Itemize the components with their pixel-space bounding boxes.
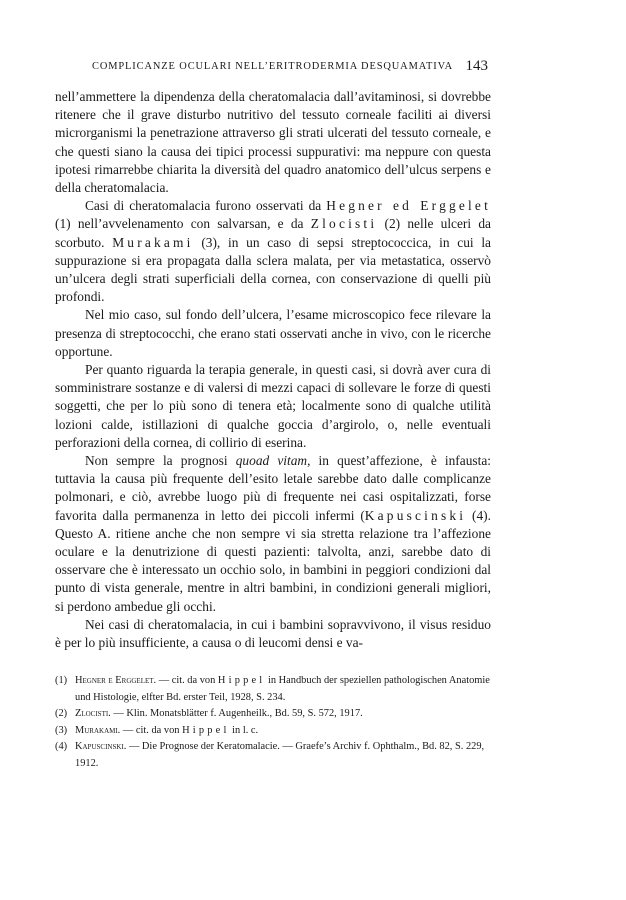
body-text bbox=[55, 88, 491, 652]
text-run: , in quest’affezione, è infausta: tuttavia la causa più frequente dell’esito letale sarebbe dato dalle complicanze polmonari, e ciò, avrebbe luogo più di frequente nei casi ospitalizzati, forse favorita dalla permanenza in letto dei piccoli infermi ( bbox=[55, 453, 491, 523]
author-name: Zlocisti bbox=[310, 216, 378, 232]
latin-phrase: quoad vitam bbox=[235, 453, 308, 469]
footnote-number: (3) bbox=[55, 724, 68, 736]
footnote-3 bbox=[55, 723, 495, 740]
paragraph-5 bbox=[55, 452, 491, 616]
footnote-number: (4) bbox=[55, 741, 68, 753]
text-run: — cit. da von bbox=[156, 675, 218, 686]
running-title: COMPLICANZE OCULARI NELL’ERITRODERMIA DESQUAMATIVA bbox=[92, 61, 454, 72]
footnote-number: (1) bbox=[55, 675, 68, 686]
footnotes bbox=[55, 673, 495, 773]
author-name: Hippel bbox=[217, 675, 266, 686]
text-run: Casi di cheratomalacia furono osservati da bbox=[85, 198, 327, 214]
text-run: in l. c. bbox=[229, 724, 259, 736]
text-run: (3), in un caso di sepsi streptococcica, in cui la suppurazione si era propagata dalla sclera malata, per via metastatica, osservò un’ulcera degli strati superficiali della cornea, con conservazione di quelli più profondi. bbox=[55, 234, 491, 305]
paragraph-2 bbox=[55, 197, 491, 306]
footnote-number: (2) bbox=[55, 708, 68, 720]
footnote-author: Kapuscinski. bbox=[75, 741, 127, 753]
author-name: Hippel bbox=[182, 724, 230, 736]
footnote-4 bbox=[55, 739, 495, 772]
author-name: Kapuscinski bbox=[364, 507, 467, 523]
paragraph-1: nell’ammettere la dipendenza della cheratomalacia dall’avitaminosi, si dovrebbe ritenere che il grave disturbo nutritivo del tessuto corneale faciliti ai diversi microrganismi la penetrazione attraverso gli strati ulcerati del tessuto corneale, e che questi siano la causa dei tipici processi suppurativi: ma neppure con questa ipotesi rimarrebbe chiarita la diversità del quadro anatomico dell’ulcus serpens e della cheratomalacia. bbox=[55, 89, 491, 196]
page-header bbox=[92, 58, 488, 80]
paragraph-6: Nei casi di cheratomalacia, in cui i bambini sopravvivono, il visus residuo è per lo più insufficiente, a causa o di leucomi densi e va- bbox=[55, 616, 491, 651]
footnote-author: Hegner e Erggelet. bbox=[75, 675, 157, 686]
footnote-author: Murakami. bbox=[75, 724, 121, 736]
footnote-1 bbox=[55, 673, 495, 706]
author-name: Murakami bbox=[112, 234, 194, 250]
footnote-text bbox=[75, 706, 495, 723]
text-run: (1) nell’avvelenamento con salvarsan, e da bbox=[55, 216, 311, 232]
footnote-text bbox=[75, 739, 495, 772]
footnote-2 bbox=[55, 706, 495, 723]
text-run: in Handbuch der speziellen pathologischen Anatomie und Histologie, elfter Bd. erster Teil, 1928, S. 234. bbox=[75, 675, 490, 703]
text-run: — Klin. Monatsblätter f. Augenheilk., Bd. 59, S. 572, 1917. bbox=[110, 708, 363, 720]
text-run: (2) nelle ulceri da scorbuto. bbox=[55, 216, 491, 250]
footnote-author: Zlocisti. bbox=[75, 708, 111, 720]
text-run: — cit. da von bbox=[120, 724, 183, 736]
paragraph-4: Per quanto riguarda la terapia generale, in questi casi, si dovrà aver cura di somministrare sostanze e di valersi di mezzi capaci di sollevare le forze di questi soggetti, che per lo più sono di tenera età; localmente sono di qualche utilità lozioni calde, istillazioni di qualche goccia d’argirolo, o, nelle eventuali perforazioni della cornea, di collirio di eserina. bbox=[55, 362, 491, 450]
text-run: — Die Prognose der Keratomalacie. — Graefe’s Archiv f. Ophthalm., Bd. 82, S. 229, 1912. bbox=[75, 741, 485, 769]
footnote-text bbox=[75, 673, 495, 706]
footnote-text bbox=[75, 723, 495, 740]
text-run: (4). Questo A. ritiene anche che non sempre vi sia stretta relazione tra l’affezione oculare e la denutrizione di questi pazienti: talvolta, anzi, sarebbe dato di osservare che è interessato un occhio solo, in bambini in peggiori condizioni dal punto di vista generale, mentre in altri bambini, in condizioni generali migliori, si perdono ambedue gli occhi. bbox=[55, 507, 491, 614]
page-number: 143 bbox=[465, 58, 488, 74]
text-run: Non sempre la prognosi bbox=[85, 453, 236, 469]
author-name: Hegner ed Erggelet bbox=[326, 198, 491, 214]
paragraph-3: Nel mio caso, sul fondo dell’ulcera, l’esame microscopico fece rilevare la presenza di streptococchi, che erano stati osservati anche in vivo, con le ricerche opportune. bbox=[55, 307, 491, 359]
